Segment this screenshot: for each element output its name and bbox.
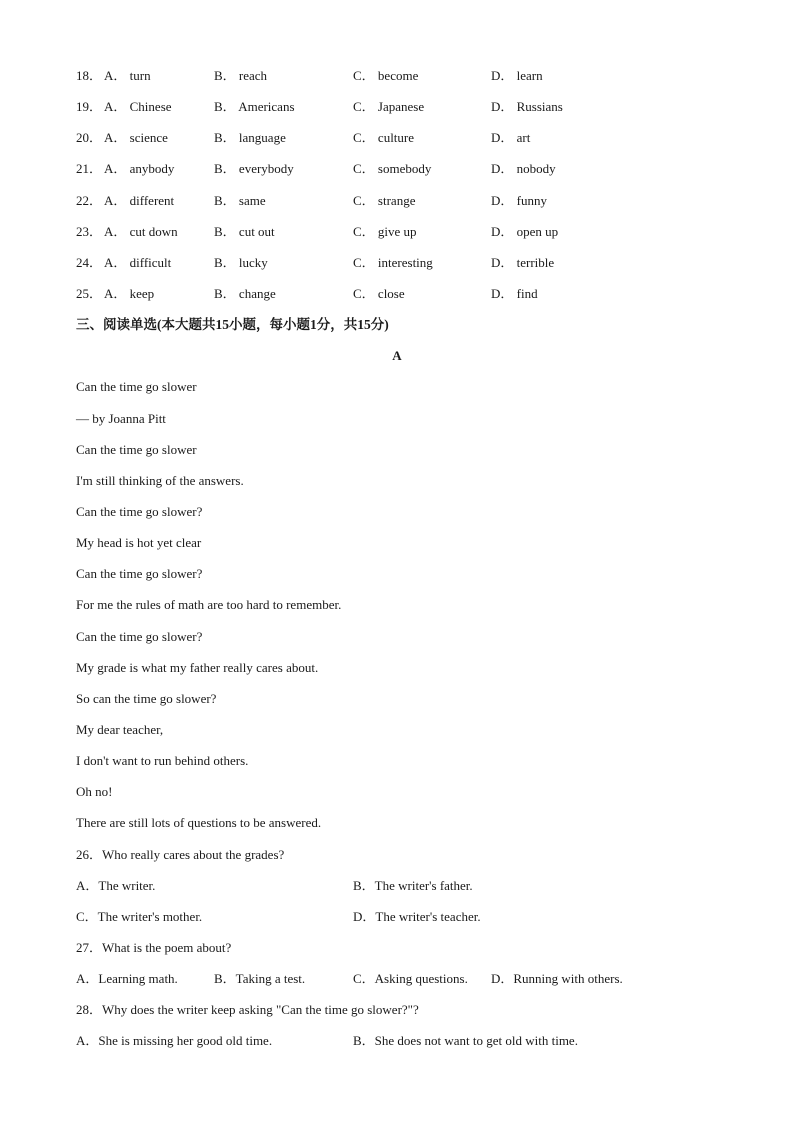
options-row — [76, 1030, 716, 1061]
question-27 — [76, 937, 716, 999]
option-a: A．She is missing her good old time. — [76, 1033, 273, 1049]
question-row-18 — [76, 65, 716, 96]
poem-line: So can the time go slower? — [76, 690, 217, 706]
option-b: B． reach — [214, 68, 268, 83]
question-row-19 — [76, 96, 716, 127]
option-b: B．Taking a test. — [214, 971, 306, 987]
question-number: 22． — [76, 192, 103, 208]
vocabulary-choice-list — [76, 65, 716, 314]
option-a: A． different — [104, 192, 175, 208]
poem-line: There are still lots of questions to be answered. — [76, 815, 322, 831]
option-a: A．The writer. — [76, 877, 156, 893]
option-b: B． lucky — [214, 254, 268, 270]
option-d: D． open up — [491, 223, 559, 239]
option-d: D．The writer's teacher. — [353, 908, 481, 924]
question-stem: 26．Who really cares about the grades? — [76, 846, 285, 862]
option-c: C． become — [353, 68, 419, 83]
option-b: B． everybody — [214, 161, 294, 177]
exam-page — [76, 65, 716, 1062]
poem-line: My grade is what my father really cares about. — [76, 659, 319, 675]
option-c: C． somebody — [353, 161, 432, 177]
question-stem: 27．What is the poem about? — [76, 939, 232, 955]
option-c: C． close — [353, 285, 405, 301]
option-a: A． cut down — [104, 223, 178, 239]
option-b: B． cut out — [214, 223, 275, 239]
question-row-22 — [76, 190, 716, 221]
section-heading: 三、阅读单选(本大题共15小题，每小题1分，共15分) — [76, 317, 389, 333]
option-a: A． difficult — [104, 254, 172, 270]
poem — [76, 376, 716, 843]
option-a: A． keep — [104, 285, 155, 301]
poem-line: My dear teacher, — [76, 721, 164, 737]
question-number: 18． — [76, 68, 103, 83]
question-number: 21． — [76, 161, 103, 177]
option-c: C． Japanese — [353, 99, 425, 115]
option-c: C．The writer's mother. — [76, 908, 203, 924]
question-number: 25． — [76, 285, 103, 301]
option-d: D． funny — [491, 192, 547, 208]
question-number: 24． — [76, 254, 103, 270]
options-row — [76, 875, 716, 906]
option-c: C． give up — [353, 223, 417, 239]
question-row-21 — [76, 158, 716, 189]
options-row — [76, 906, 716, 937]
option-d: D． Russians — [491, 99, 563, 115]
option-d: D． nobody — [491, 161, 556, 177]
option-b: B．The writer's father. — [353, 877, 473, 893]
poem-line: Can the time go slower? — [76, 566, 203, 582]
question-row-24 — [76, 252, 716, 283]
option-c: C．Asking questions. — [353, 971, 468, 987]
poem-line: Can the time go slower? — [76, 503, 203, 519]
option-d: D． learn — [491, 68, 543, 83]
option-b: B．She does not want to get old with time. — [353, 1033, 578, 1049]
poem-line: I don't want to run behind others. — [76, 753, 249, 769]
passage-label: A — [392, 348, 402, 364]
poem-line: My head is hot yet clear — [76, 535, 202, 551]
question-26 — [76, 844, 716, 937]
question-number: 19． — [76, 99, 103, 115]
option-b: B． same — [214, 192, 266, 208]
option-d: D． find — [491, 285, 538, 301]
option-d: D． terrible — [491, 254, 555, 270]
option-c: C． strange — [353, 192, 416, 208]
options-row — [76, 968, 716, 999]
option-b: B． language — [214, 130, 286, 146]
question-number: 23． — [76, 223, 103, 239]
question-28 — [76, 999, 716, 1061]
option-a: A．Learning math. — [76, 971, 178, 987]
option-a: A． turn — [104, 68, 151, 83]
poem-line: I'm still thinking of the answers. — [76, 472, 244, 488]
option-c: C． culture — [353, 130, 415, 146]
option-b: B． Americans — [214, 99, 295, 115]
option-a: A． Chinese — [104, 99, 172, 115]
question-row-25 — [76, 283, 716, 314]
poem-line: Can the time go slower — [76, 441, 197, 457]
question-stem: 28．Why does the writer keep asking "Can the time go slower?"? — [76, 1002, 419, 1018]
poem-title: Can the time go slower — [76, 379, 197, 395]
poem-line: For me the rules of math are too hard to remember. — [76, 597, 342, 613]
question-number: 20． — [76, 130, 103, 146]
option-a: A． science — [104, 130, 168, 146]
poem-author: — by Joanna Pitt — [76, 410, 166, 426]
option-d: D． art — [491, 130, 531, 146]
option-a: A． anybody — [104, 161, 175, 177]
question-row-20 — [76, 127, 716, 158]
option-d: D．Running with others. — [491, 971, 623, 987]
question-row-23 — [76, 221, 716, 252]
poem-line: Oh no! — [76, 784, 113, 800]
option-c: C． interesting — [353, 254, 433, 270]
option-b: B． change — [214, 285, 276, 301]
poem-line: Can the time go slower? — [76, 628, 203, 644]
